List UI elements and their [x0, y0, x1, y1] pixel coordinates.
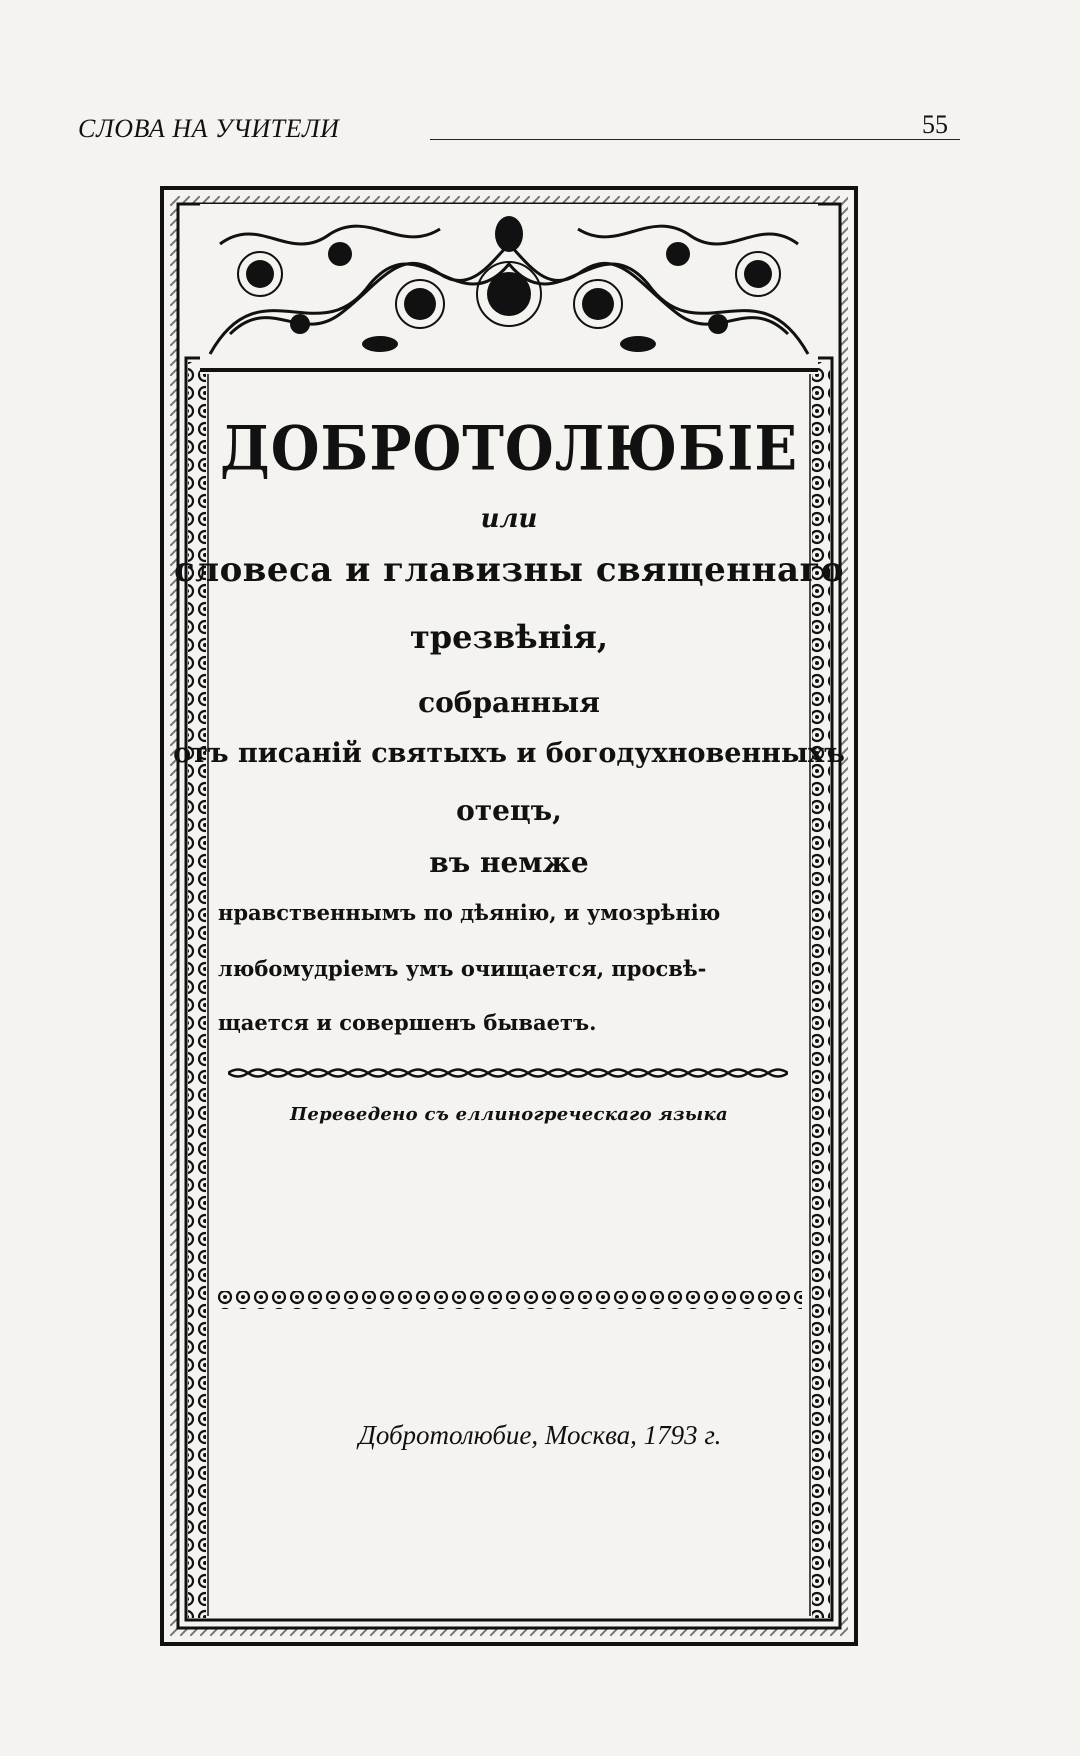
running-header	[78, 108, 948, 148]
title-line-1: словеса и главизны священнаго	[173, 550, 845, 590]
header-rule	[430, 139, 960, 140]
title-line-3: собранныя	[418, 686, 600, 719]
floral-headpiece	[200, 204, 818, 374]
chain-divider	[228, 1066, 788, 1080]
body-line-1: нравственнымъ по дѣянію, и умозрѣнію	[218, 900, 721, 925]
title-line-2: трезвѣнія,	[409, 618, 609, 656]
body-line-2: любомудріемъ умъ очищается, просвѣ-	[218, 956, 707, 981]
body-line-3: щается и совершенъ бываетъ.	[218, 1010, 597, 1035]
title-line-5: отецъ,	[456, 794, 562, 827]
page-number: 55	[922, 110, 948, 139]
running-title: СЛОВА НА УЧИТЕЛИ	[78, 114, 340, 143]
title-line-4: отъ писаній святыхъ и богодухновенныхъ	[173, 738, 845, 769]
translation-note: Переведено съ еллиногреческаго языка	[290, 1104, 728, 1125]
title-page-plate	[160, 186, 858, 1756]
line-or: или	[480, 504, 538, 534]
main-title: ДОБРОТОЛЮБІЕ	[219, 413, 799, 485]
bottom-rosette-row	[216, 1288, 802, 1312]
title-line-6: въ немже	[429, 846, 589, 879]
figure-caption: Добротолюбие, Москва, 1793 г.	[358, 1420, 722, 1450]
